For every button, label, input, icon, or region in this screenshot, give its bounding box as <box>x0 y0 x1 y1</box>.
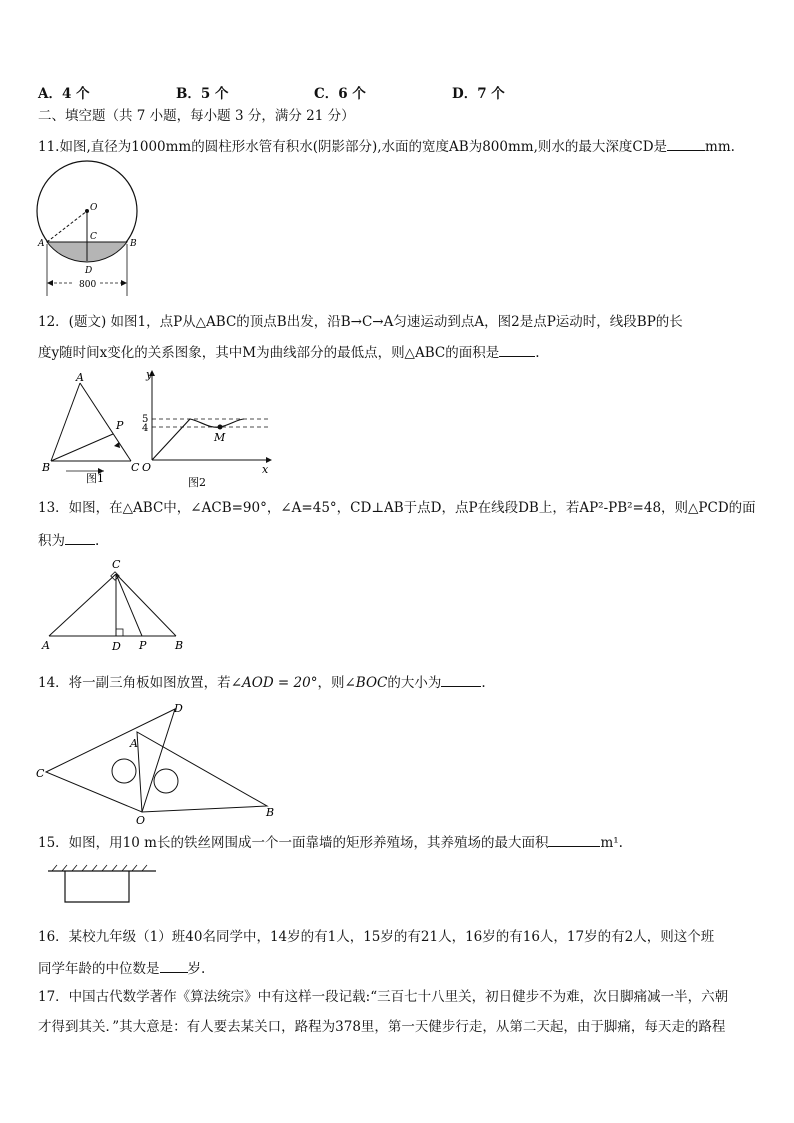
label-a: A <box>42 639 50 652</box>
question-13-line2 <box>38 530 99 550</box>
option-b: B．5 个 <box>176 86 229 102</box>
q14-end: . <box>481 675 486 691</box>
segment-cp <box>116 574 142 636</box>
question-15 <box>38 832 623 852</box>
question-12-line1: 12．(题文) 如图1，点P从△ABC的顶点B出发，沿B→C→A匀速运动到点A，图2是点P运动时，线段BP的长 <box>38 314 683 330</box>
segment-bp <box>51 434 113 461</box>
q14-blank <box>441 672 481 687</box>
q14-text: 14．将一副三角板如图放置，若 <box>38 675 231 691</box>
side-cb <box>116 574 176 636</box>
q16-unit: 岁. <box>187 961 206 977</box>
point-m <box>218 425 223 430</box>
q11-unit: mm. <box>705 139 735 155</box>
fig2-label-o: O <box>142 461 152 474</box>
label-p: P <box>139 639 147 652</box>
label-a: A <box>130 737 138 750</box>
label-d: D <box>85 266 93 276</box>
q12-figure-2 <box>140 366 278 492</box>
triangle-cdo <box>46 709 175 812</box>
label-d: D <box>112 640 121 653</box>
q11-figure <box>34 160 149 300</box>
side-ab <box>51 383 80 461</box>
question-13-line1: 13．如图，在△ABC中，∠ACB=90°，∠A=45°，CD⊥AB于点D，点P在线段DB上，若AP²-PB²=48，则△PCD的面 <box>38 500 756 516</box>
label-d: D <box>174 702 183 715</box>
side-ac <box>49 574 116 636</box>
q14-text-after: 的大小为 <box>387 675 442 691</box>
question-16-line1: 16．某校九年级（1）班40名同学中，14岁的有1人，15岁的有21人，16岁的有16人，17岁的有2人，则这个班 <box>38 929 715 945</box>
label-b: B <box>266 806 275 819</box>
graph-curve <box>152 419 244 460</box>
fence-rectangle <box>65 871 129 902</box>
q14-angle-boc: ∠BOC <box>344 675 388 691</box>
question-12-line2 <box>38 342 540 362</box>
q12-text: 度y随时间x变化的关系图象，其中M为曲线部分的最低点，则△ABC的面积是 <box>38 345 500 361</box>
label-o: O <box>136 814 146 824</box>
fig2-tick-5: 5 <box>142 414 149 425</box>
hole-left <box>112 759 136 783</box>
q12-figure-1 <box>36 368 151 492</box>
q12-end: . <box>535 345 540 361</box>
q16-text: 同学年龄的中位数是 <box>38 961 160 977</box>
radius-oa <box>47 211 87 242</box>
dim-arrow-left <box>47 280 53 286</box>
fig2-tick-4: 4 <box>142 423 149 434</box>
label-o: O <box>90 203 98 213</box>
q13-end: . <box>95 533 100 549</box>
hole-right <box>154 769 178 793</box>
motion-arrow-up <box>114 442 120 448</box>
q13-figure <box>36 556 196 654</box>
label-b: B <box>130 239 137 249</box>
q13-text: 积为 <box>38 533 65 549</box>
q14-text-mid: ，则 <box>317 675 345 691</box>
section-header: 二、填空题（共 7 小题，每小题 3 分，满分 21 分） <box>38 108 355 124</box>
question-11 <box>38 136 735 156</box>
q15-figure <box>44 860 159 908</box>
fig2-caption: 图2 <box>188 476 206 489</box>
label-c: C <box>90 232 97 242</box>
q15-unit: m¹. <box>600 835 623 851</box>
q15-text: 15．如图，用10 m长的铁丝网围成一个一面靠墙的矩形养殖场，其养殖场的最大面积 <box>38 835 549 851</box>
q14-angle-aod: ∠AOD = 20° <box>230 675 318 691</box>
fig1-label-b: B <box>42 461 51 474</box>
fig1-label-c: C <box>131 461 140 474</box>
question-17-line1: 17．中国古代数学著作《算法统宗》中有这样一段记载:“三百七十八里关，初日健步不为难，次日脚痛减一半，六朝 <box>38 989 729 1005</box>
option-c: C．6 个 <box>314 86 366 102</box>
q13-blank <box>65 530 95 545</box>
triangle-aob <box>137 732 267 812</box>
fig2-label-y: y <box>146 368 153 381</box>
question-16-line2 <box>38 958 205 978</box>
option-d: D．7 个 <box>452 86 505 102</box>
fig2-label-m: M <box>214 431 226 444</box>
question-17-line2: 才得到其关．”其大意是：有人要去某关口，路程为378里，第一天健步行走，从第二天起，由于脚痛，每天走的路程 <box>38 1019 726 1035</box>
center-point <box>85 209 89 213</box>
fig1-caption: 图1 <box>86 472 104 485</box>
fig1-label-p: P <box>116 419 124 432</box>
fig2-label-x: x <box>262 463 269 476</box>
fig1-label-a: A <box>76 371 84 384</box>
right-angle-d <box>116 629 123 636</box>
question-14 <box>38 672 486 692</box>
option-a: A．4 个 <box>38 86 90 102</box>
q11-text: 11.如图,直径为1000mm的圆柱形水管有积水(阴影部分),水面的宽度AB为800mm,则水的最大深度CD是 <box>38 139 668 155</box>
wall-hatching <box>52 865 147 871</box>
dim-arrow-right <box>121 280 127 286</box>
label-b: B <box>175 639 184 652</box>
q14-figure <box>34 698 284 824</box>
q15-blank <box>548 832 600 847</box>
label-c: C <box>112 558 121 571</box>
q16-blank <box>160 958 188 973</box>
label-a: A <box>38 239 45 249</box>
q11-blank <box>667 136 705 151</box>
label-c: C <box>36 767 45 780</box>
dim-label: 800 <box>79 280 97 290</box>
q12-blank <box>499 342 535 357</box>
